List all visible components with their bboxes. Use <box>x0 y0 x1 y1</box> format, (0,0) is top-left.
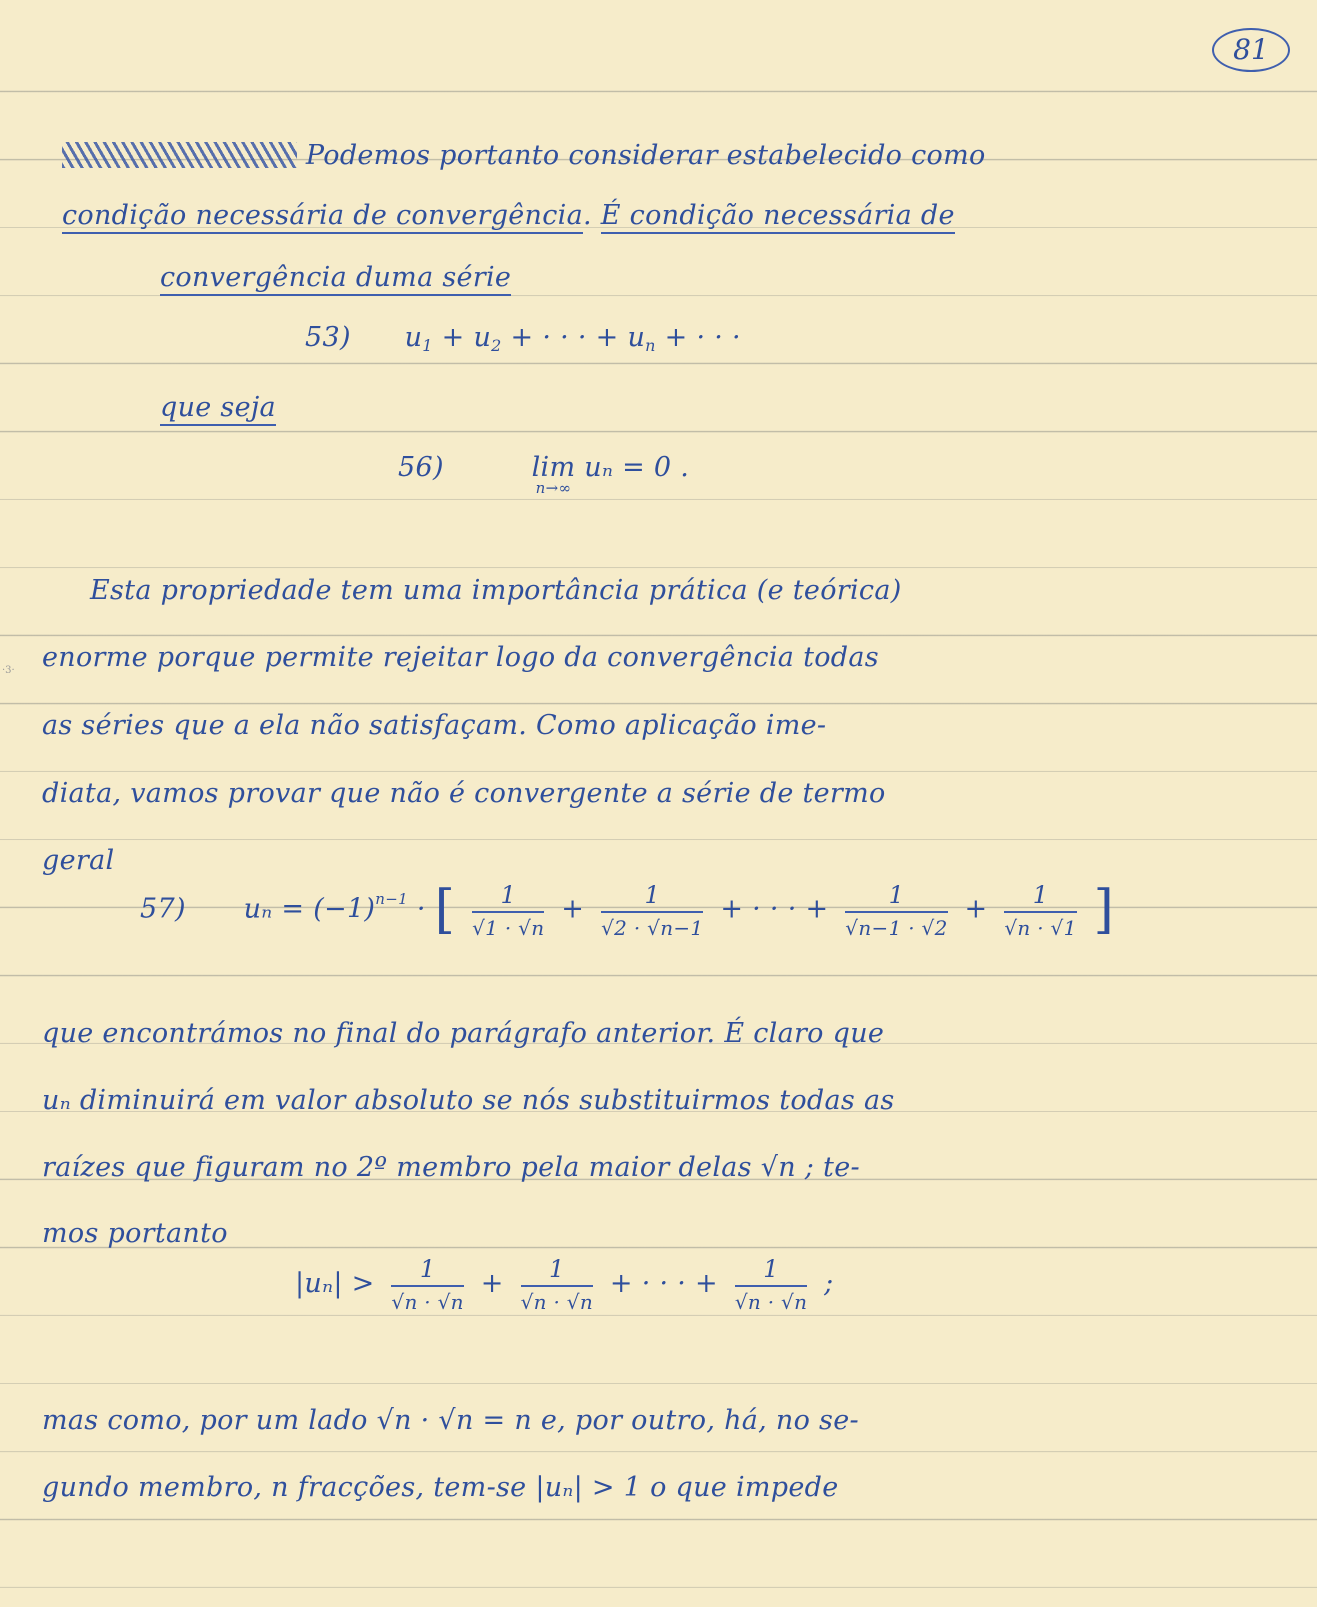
inequality <box>295 1255 834 1314</box>
line-3 <box>160 262 511 293</box>
ineq-term-1 <box>391 1255 463 1314</box>
ineq-ellipsis: + · · · + <box>609 1268 718 1299</box>
eq57-left-bracket: [ <box>434 880 456 940</box>
eq53-un: u <box>627 322 646 353</box>
eq57-plus-2: + <box>964 893 988 925</box>
line-1-text: Podemos portanto considerar estabelecido como <box>305 140 986 171</box>
line-1 <box>62 140 986 171</box>
eq53-ellipsis: + · · · + <box>501 322 628 353</box>
line-que-seja <box>160 392 276 423</box>
equation-57 <box>140 880 1114 940</box>
frac-den: √n · √n <box>520 1290 594 1314</box>
frac-num: 1 <box>601 881 703 913</box>
eq56-lim-sub: n→∞ <box>535 479 572 497</box>
frac-num: 1 <box>521 1255 593 1287</box>
eq57-term-1 <box>472 881 544 940</box>
para1-line3: as séries que a ela não satisfaçam. Como aplicação ime- <box>42 710 827 741</box>
underlined-condition: condição necessária de convergência <box>62 200 583 234</box>
margin-mark: ·3· <box>2 665 15 676</box>
frac-num: 1 <box>472 881 544 913</box>
frac-den: √n · √n <box>391 1290 464 1314</box>
para2-line4: mos portanto <box>42 1218 228 1249</box>
eq57-exponent: n−1 <box>375 889 408 908</box>
para3-line1: mas como, por um lado √n · √n = n e, por outro, há, no se- <box>42 1405 859 1436</box>
eq53-sub1: 1 <box>422 336 433 355</box>
frac-den: √1 · √n <box>472 915 545 940</box>
underlined-condition-2: É condição necessária de <box>601 200 955 234</box>
eq56-lim: lim <box>531 452 576 483</box>
frac-den: √n · √n <box>734 1290 808 1314</box>
line-2 <box>62 200 955 231</box>
frac-num: 1 <box>735 1255 807 1287</box>
equation-56 <box>398 452 689 497</box>
frac-den: √n · √1 <box>1004 915 1077 940</box>
ineq-plus: + <box>480 1268 504 1299</box>
eq53-u1: u <box>404 322 423 353</box>
eq56-limit <box>532 452 576 497</box>
para1-line1: Esta propriedade tem uma importância prática (e teórica) <box>90 575 902 606</box>
eq57-label: 57) <box>140 893 186 925</box>
para1-line2: enorme porque permite rejeitar logo da convergência todas <box>42 642 879 673</box>
para1-line4: diata, vamos provar que não é convergente a série de termo <box>42 778 886 809</box>
ineq-lhs: |uₙ| > <box>295 1268 375 1299</box>
para2-line2: uₙ diminuirá em valor absoluto se nós substituirmos todas as <box>42 1085 895 1116</box>
eq53-sub2: 2 <box>491 336 502 355</box>
eq53-u2: u <box>473 322 492 353</box>
frac-num: 1 <box>845 881 947 913</box>
eq57-plus-1: + <box>561 893 585 925</box>
eq57-term-4 <box>1004 881 1076 940</box>
frac-num: 1 <box>391 1255 463 1287</box>
para1-line5: geral <box>42 845 115 876</box>
para2-line1: que encontrámos no final do parágrafo anterior. É claro que <box>42 1018 885 1049</box>
frac-den: √2 · √n−1 <box>601 915 704 940</box>
eq57-ellipsis: + · · · + <box>720 893 829 925</box>
eq57-lhs: uₙ = (−1) <box>243 893 376 925</box>
ineq-semicolon: ; <box>824 1268 834 1299</box>
eq56-label: 56) <box>398 452 444 483</box>
eq53-label: 53) <box>305 322 351 353</box>
para2-line3: raízes que figuram no 2º membro pela maior delas √n ; te- <box>42 1152 860 1183</box>
frac-num: 1 <box>1004 881 1076 913</box>
eq53-tail: + · · · <box>655 322 741 353</box>
eq57-right-bracket: ] <box>1093 880 1115 940</box>
crossed-out-text <box>62 142 297 168</box>
equation-53 <box>305 322 741 353</box>
eq53-plus: + <box>432 322 474 353</box>
eq57-term-3 <box>845 881 947 940</box>
ineq-term-3 <box>735 1255 807 1314</box>
page-number: 81 <box>1212 28 1290 72</box>
eq53-subn: n <box>645 336 656 355</box>
frac-den: √n−1 · √2 <box>845 915 948 940</box>
para3-line2: gundo membro, n fracções, tem-se |uₙ| > 1 o que impede <box>42 1472 839 1503</box>
line-2-period: . <box>583 200 601 231</box>
eq57-term-2 <box>601 881 703 940</box>
underlined-convergence: convergência duma série <box>160 262 511 296</box>
underlined-que-seja: que seja <box>160 392 276 426</box>
ineq-term-2 <box>521 1255 593 1314</box>
eq57-dot: · <box>407 893 435 925</box>
eq56-expr: uₙ = 0 . <box>584 452 690 483</box>
